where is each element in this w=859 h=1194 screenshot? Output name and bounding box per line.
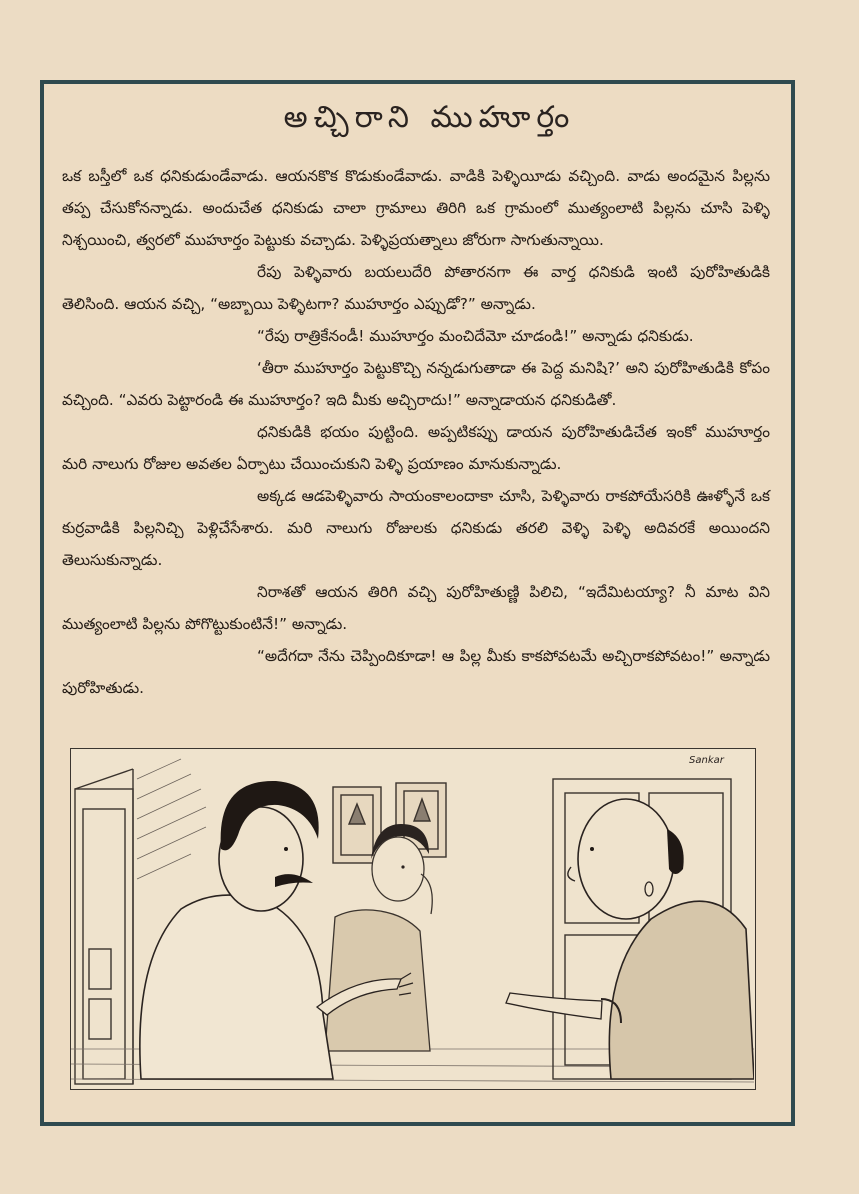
- story-title: అచ్చిరాని ముహూర్తం: [283, 100, 576, 135]
- story-paragraph: నిరాశతో ఆయన తిరిగి వచ్చి పురోహితుణ్ణి పిలిచి, “ఇదేమిటయ్యా? నీ మాట విని ముత్యంలాటి పిల్లను పోగొట్టుకుంటినే!” అన్నాడు.: [62, 583, 770, 633]
- story-paragraph: “రేపు రాత్రికేనండీ! ముహూర్తం మంచిదేమో చూడండి!” అన్నాడు ధనికుడు.: [257, 327, 694, 345]
- story-paragraph: ధనికుడికి భయం పుట్టింది. అప్పటికప్పు డాయన పురోహితుడిచేత ఇంకో ముహూర్తం మరి నాలుగు రోజుల అవతల ఏర్పాటు చేయించుకుని పెళ్ళి ప్రయాణం మానుకున్నాడు.: [62, 423, 770, 473]
- story-body: [62, 160, 770, 704]
- story-paragraph: ‘తీరా ముహూర్తం పెట్టుకొచ్చి నన్నడుగుతాడా ఈ పెద్ద మనిషి?’ అని పురోహితుడికి కోపం వచ్చింది. “ఎవరు పెట్టారండి ఈ ముహూర్తం? ఇది మీకు అచ్చిరాదు!” అన్నాడాయన ధనికుడితో.: [62, 359, 770, 409]
- illustration-drawing: [71, 749, 754, 1088]
- story-illustration: [70, 748, 756, 1090]
- story-paragraph: ఒక బస్తీలో ఒక ధనికుడుండేవాడు. ఆయనకొక కొడుకుండేవాడు. వాడికి పెళ్ళియీడు వచ్చింది. వాడు అందమైన పిల్లను తప్ప చేసుకోనన్నాడు. అందుచేత ధనికుడు చాలా గ్రామాలు తిరిగి ఒక గ్రామంలో ముత్యంలాటి పిల్లను చూసి పెళ్ళి నిశ్చయించి, త్వరలో ముహూర్తం పెట్టుకు వచ్చాడు. పెళ్ళిప్రయత్నాలు జోరుగా సాగుతున్నాయి.: [62, 167, 770, 249]
- story-paragraph: “అదేగదా నేను చెప్పిందికూడా! ఆ పిల్ల మీకు కాకపోవటమే అచ్చిరాకపోవటం!” అన్నాడు పురోహితుడు.: [62, 647, 770, 697]
- story-paragraph: అక్కడ ఆడపెళ్ళివారు సాయంకాలందాకా చూసి, పెళ్ళివారు రాకపోయేసరికి ఊళ్ళోనే ఒక కుర్రవాడికి పిల్లనిచ్చి పెళ్లిచేసేశారు. మరి నాలుగు రోజులకు ధనికుడు తరలి వెళ్ళి పెళ్ళి అదివరకే అయిందని తెలుసుకున్నాడు.: [62, 487, 770, 569]
- story-paragraph: రేపు పెళ్ళివారు బయలుదేరి పోతారనగా ఈ వార్త ధనికుడి ఇంటి పురోహితుడికి తెలిసింది. ఆయన వచ్చి, “అబ్బాయి పెళ్ళిటగా? ముహూర్తం ఎప్పుడో?” అన్నాడు.: [62, 263, 770, 313]
- artist-signature: Sankar: [689, 755, 724, 766]
